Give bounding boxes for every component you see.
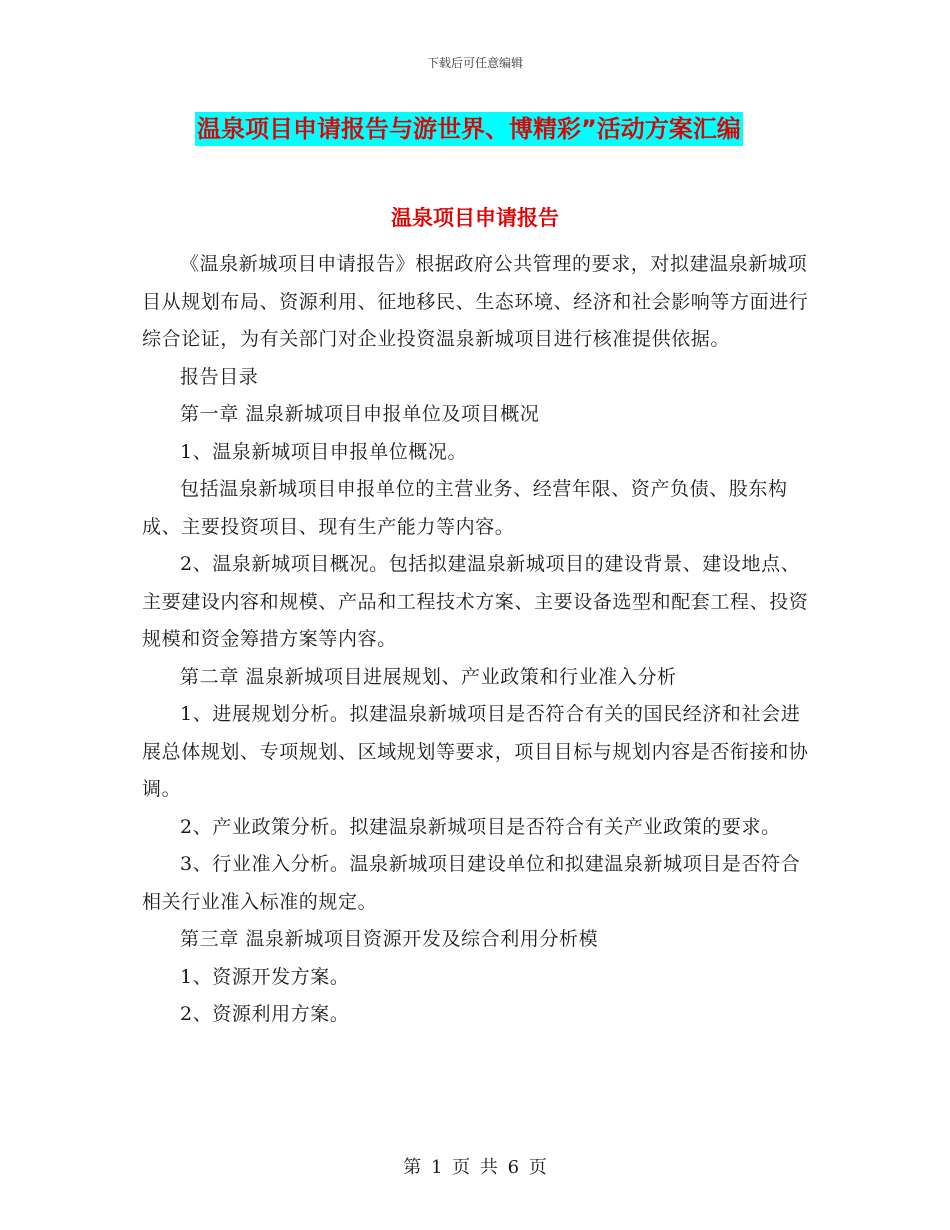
paragraph-item: 1、温泉新城项目申报单位概况。 — [180, 440, 468, 463]
paragraph-chapter-2: 第二章 温泉新城项目进展规划、产业政策和行业准入分析 — [180, 665, 677, 688]
paragraph-chapter-3: 第三章 温泉新城项目资源开发及综合利用分析模 — [180, 928, 599, 950]
paragraph-item: 2、资源利用方案。 — [180, 1003, 350, 1025]
paragraph-item: 1、进展规划分析。拟建温泉新城项目是否符合有关的国民经济和社会进展总体规划、专项规划、区域规划等要求，项目目标与规划内容是否衔接和协调。 — [142, 703, 809, 800]
page-number: 第 1 页 共 6 页 — [403, 1157, 547, 1178]
paragraph-toc-heading: 报告目录 — [180, 365, 259, 388]
paragraph-item: 2、温泉新城项目概况。包括拟建温泉新城项目的建设背景、建设地点、主要建设内容和规模、产品和工程技术方案、主要设备选型和配套工程、投资规模和资金筹措方案等内容。 — [142, 553, 809, 650]
paragraph-chapter-1: 第一章 温泉新城项目申报单位及项目概况 — [180, 403, 540, 425]
paragraph-item: 2、产业政策分析。拟建温泉新城项目是否符合有关产业政策的要求。 — [180, 815, 781, 838]
paragraph-intro: 《温泉新城项目申请报告》根据政府公共管理的要求，对拟建温泉新城项目从规划布局、资源利用、征地移民、生态环境、经济和社会影响等方面进行综合论证，为有关部门对企业投资温泉新城项目进行核准提供依据。 — [142, 253, 809, 350]
paragraph-item: 包括温泉新城项目申报单位的主营业务、经营年限、资产负债、股东构成、主要投资项目、现有生产能力等内容。 — [142, 478, 788, 538]
paragraph-item: 1、资源开发方案。 — [180, 965, 350, 988]
paragraph-item: 3、行业准入分析。温泉新城项目建设单位和拟建温泉新城项目是否符合相关行业准入标准的规定。 — [142, 853, 801, 913]
document-body — [142, 246, 812, 1034]
document-title: 温泉项目申请报告与游世界、博精彩”活动方案汇编 — [195, 112, 743, 146]
header-note: 下载后可任意编辑 — [426, 56, 523, 70]
section-title: 温泉项目申请报告 — [391, 206, 559, 230]
